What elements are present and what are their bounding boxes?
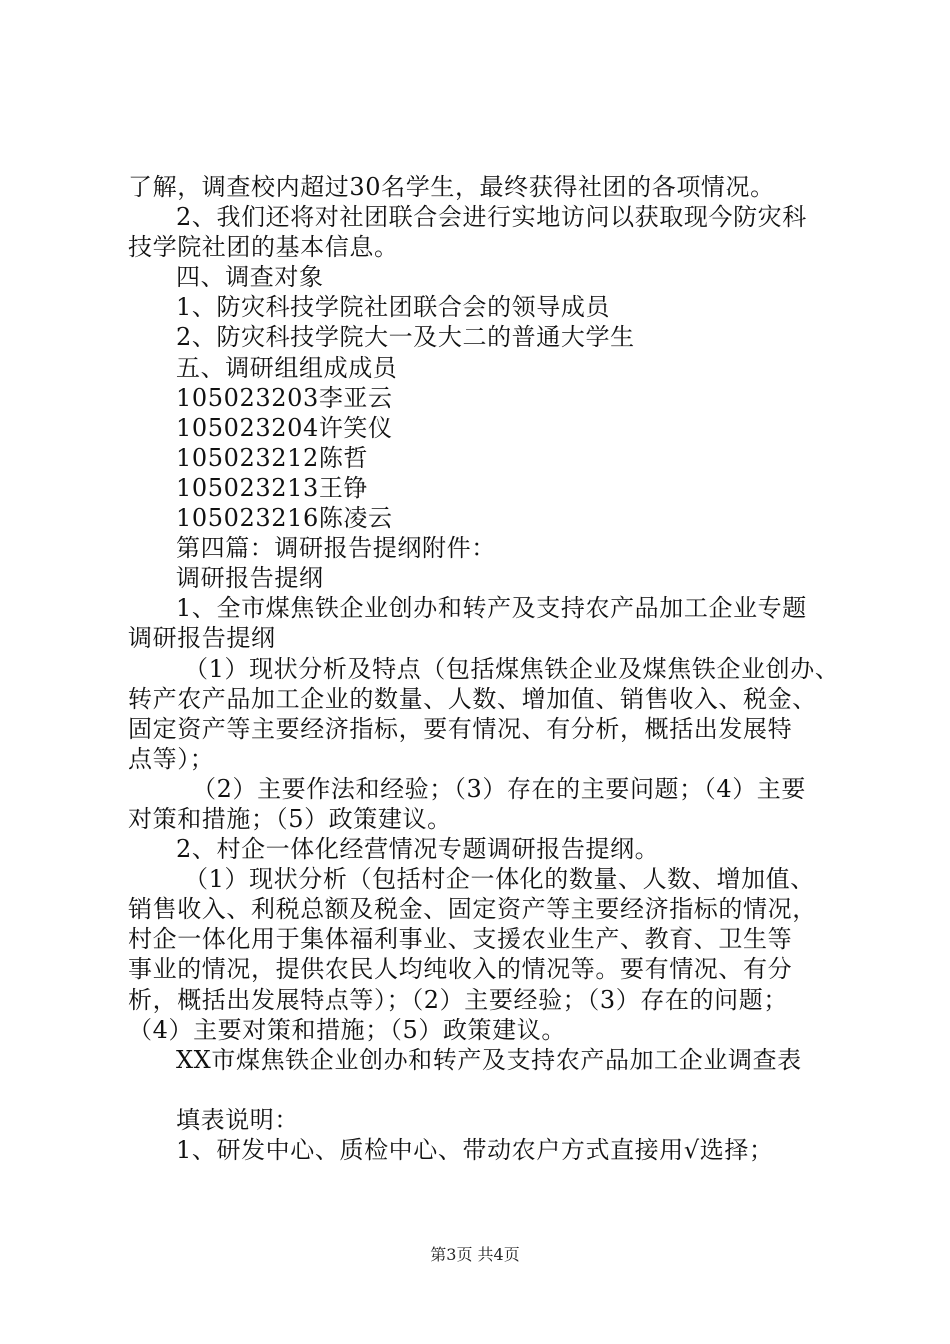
text-line: 对策和措施；（5）政策建议。 [128,804,452,833]
document-body [128,172,838,1165]
text-line: 事业的情况，提供农民人均纯收入的情况等。要有情况、有分 [128,955,793,984]
text-line: （1）现状分析（包括村企一体化的数量、人数、增加值、 [184,865,815,894]
text-line: 点等）； [128,744,215,773]
blank-line [128,1075,838,1105]
text-line: 2、防灾科技学院大一及大二的普通大学生 [176,323,635,352]
section-heading: 调研报告提纲 [176,564,324,593]
text-line: 1、防灾科技学院社团联合会的领导成员 [176,293,611,322]
page-footer: 第3页 共4页 [430,1245,520,1264]
text-line: 村企一体化用于集体福利事业、支援农业生产、教育、卫生等 [128,925,793,954]
section-heading: 填表说明： [176,1105,299,1134]
member-line: 105023212陈哲 [176,443,369,472]
text-line: （4）主要对策和措施；（5）政策建议。 [128,1015,566,1044]
text-line: 1、全市煤焦铁企业创办和转产及支持农产品加工企业专题 [176,594,807,623]
member-line: 105023216陈凌云 [176,504,393,533]
text-line: 转产农产品加工企业的数量、人数、增加值、销售收入、税金、 [128,684,817,713]
member-line: 105023204许笑仪 [176,413,393,442]
text-line: 2、村企一体化经营情况专题调研报告提纲。 [176,835,660,864]
section-heading: 四、调查对象 [176,263,324,292]
text-line: 1、研发中心、质检中心、带动农户方式直接用√选择； [176,1135,774,1164]
text-line: 了解，调查校内超过30名学生，最终获得社团的各项情况。 [128,173,775,201]
table-title: XX市煤焦铁企业创办和转产及支持农产品加工企业调查表 [176,1045,802,1074]
text-line: 固定资产等主要经济指标，要有情况、有分析，概括出发展特 [128,714,793,743]
text-line: （1）现状分析及特点（包括煤焦铁企业及煤焦铁企业创办、 [184,654,840,683]
text-line: 2、我们还将对社团联合会进行实地访问以获取现今防灾科 [176,203,807,232]
text-line: 析，概括出发展特点等）；（2）主要经验；（3）存在的问题； [128,985,788,1014]
text-line: 调研报告提纲 [128,624,276,653]
section-heading: 五、调研组组成成员 [176,353,398,382]
member-line: 105023213王铮 [176,473,369,502]
text-line: 技学院社团的基本信息。 [128,233,399,262]
text-line: 销售收入、利税总额及税金、固定资产等主要经济指标的情况， [128,895,817,924]
member-line: 105023203李亚云 [176,383,393,412]
chapter-heading: 第四篇：调研报告提纲附件： [176,534,496,563]
text-line: （2）主要作法和经验；（3）存在的主要问题；（4）主要 [192,774,807,803]
